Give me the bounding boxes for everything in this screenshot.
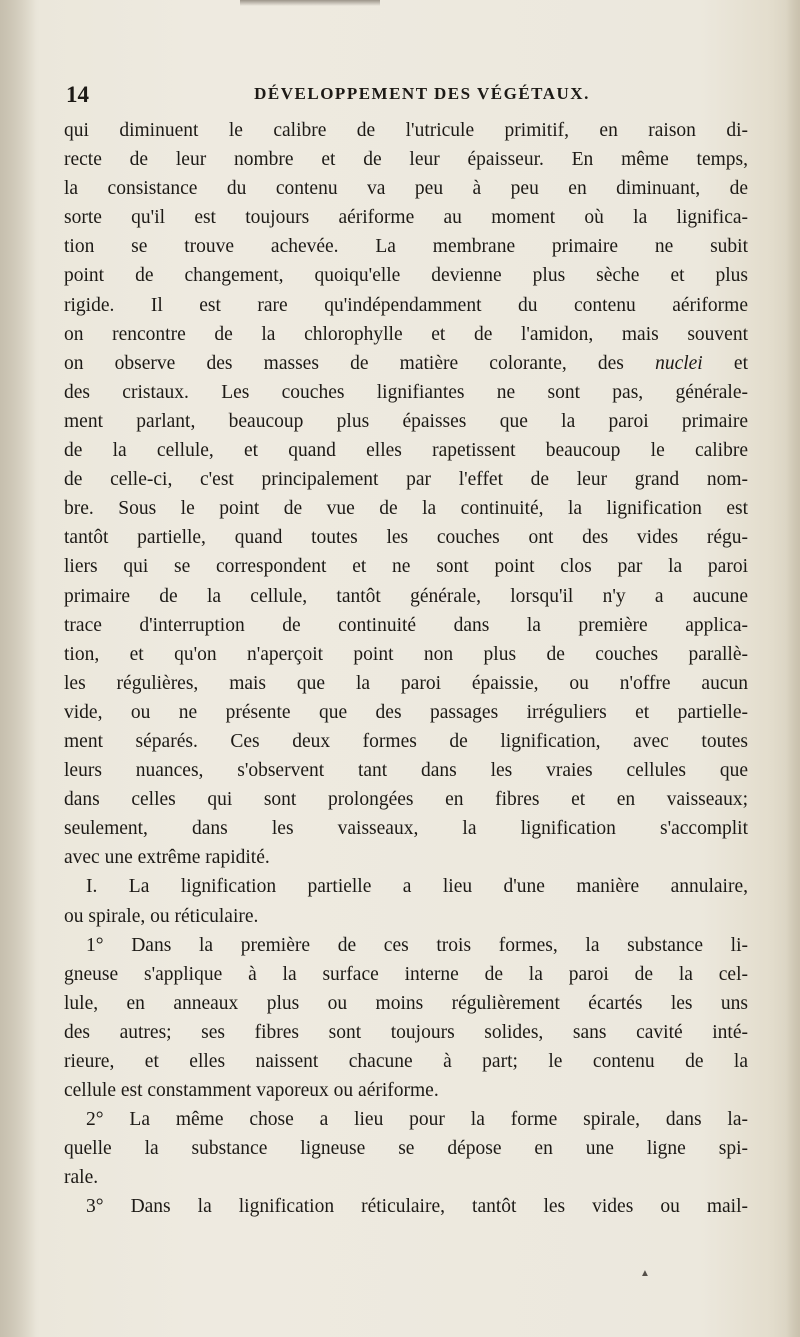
text-line: rigide. Il est rare qu'indépendamment du contenu aériforme [64,294,748,316]
text-line: dans celles qui sont prolongées en fibres et en vaisseaux; [64,789,748,811]
text-line: qui diminuent le calibre de l'utricule primitif, en raison di- [64,120,748,141]
text-line: 3° Dans la lignification réticulaire, tantôt les vides ou mail- [86,1196,748,1218]
paragraph [64,872,748,930]
text-line: primaire de la cellule, tantôt générale, lorsqu'il n'y a aucune [64,585,748,607]
paragraph [64,1192,748,1221]
text-line: de la cellule, et quand elles rapetissent beaucoup le calibre [64,440,748,462]
page-edge-shadow [786,0,800,1337]
text-line: avec une extrême rapidité. [64,847,270,869]
text-line: cellule est constamment vaporeux ou aériforme. [64,1080,439,1102]
page-header [66,82,756,112]
paragraph [64,931,748,1106]
page-gutter-shadow [0,0,36,1337]
printer-mark: ▲ [640,1268,650,1279]
text-line: leurs nuances, s'observent tant dans les vraies cellules que [64,760,748,782]
text-line: ou spirale, ou réticulaire. [64,905,259,927]
text-line: rale. [64,1167,99,1189]
text-line: on rencontre de la chlorophylle et de l'amidon, mais souvent [64,323,748,345]
text-line: point de changement, quoiqu'elle devienne plus sèche et plus [64,265,748,287]
text-line: des autres; ses fibres sont toujours solides, sans cavité inté- [64,1021,748,1043]
text-line: liers qui se correspondent et ne sont point clos par la paroi [64,556,748,578]
text-line: I. La lignification partielle a lieu d'une manière annulaire, [86,876,748,898]
text-line: tion, et qu'on n'aperçoit point non plus de couches parallè- [64,643,748,665]
text-line: tion se trouve achevée. La membrane primaire ne subit [64,236,748,258]
body-text [64,116,748,1222]
text-line: sorte qu'il est toujours aériforme au moment où la lignifica- [64,207,748,229]
paragraph [64,1105,748,1192]
running-title: DÉVELOPPEMENT DES VÉGÉTAUX. [254,84,590,103]
text-line: bre. Sous le point de vue de la continuité, la lignification est [64,498,748,520]
text-line: gneuse s'applique à la surface interne de la paroi de la cel- [64,963,748,985]
text-line: la consistance du contenu va peu à peu en diminuant, de [64,178,748,200]
text-line: de celle-ci, c'est principalement par l'effet de leur grand nom- [64,469,748,491]
page-number: 14 [66,82,89,107]
text-line: des cristaux. Les couches lignifiantes ne sont pas, générale- [64,381,748,403]
top-edge-shadow [240,0,380,6]
text-line: on observe des masses de matière colorante, des nuclei et [64,352,748,374]
text-line: ment séparés. Ces deux formes de lignification, avec toutes [64,730,748,752]
text-line: rieure, et elles naissent chacune à part; le contenu de la [64,1051,748,1072]
text-line: tantôt partielle, quand toutes les couches ont des vides régu- [64,527,748,549]
text-line: lule, en anneaux plus ou moins régulièrement écartés les uns [64,992,748,1014]
text-line: trace d'interruption de continuité dans la première applica- [64,614,748,636]
text-line: les régulières, mais que la paroi épaissie, ou n'offre aucun [64,672,748,694]
text-line: recte de leur nombre et de leur épaisseur. En même temps, [64,149,748,171]
text-line: 2° La même chose a lieu pour la forme spirale, dans la- [86,1109,748,1131]
text-line: vide, ou ne présente que des passages irréguliers et partielle- [64,701,748,723]
text-line: ment parlant, beaucoup plus épaisses que la paroi primaire [64,410,748,432]
text-line: seulement, dans les vaisseaux, la lignification s'accomplit [64,818,748,840]
text-line: quelle la substance ligneuse se dépose en une ligne spi- [64,1138,748,1160]
text-line: 1° Dans la première de ces trois formes, la substance li- [86,934,748,956]
paragraph [64,116,748,872]
